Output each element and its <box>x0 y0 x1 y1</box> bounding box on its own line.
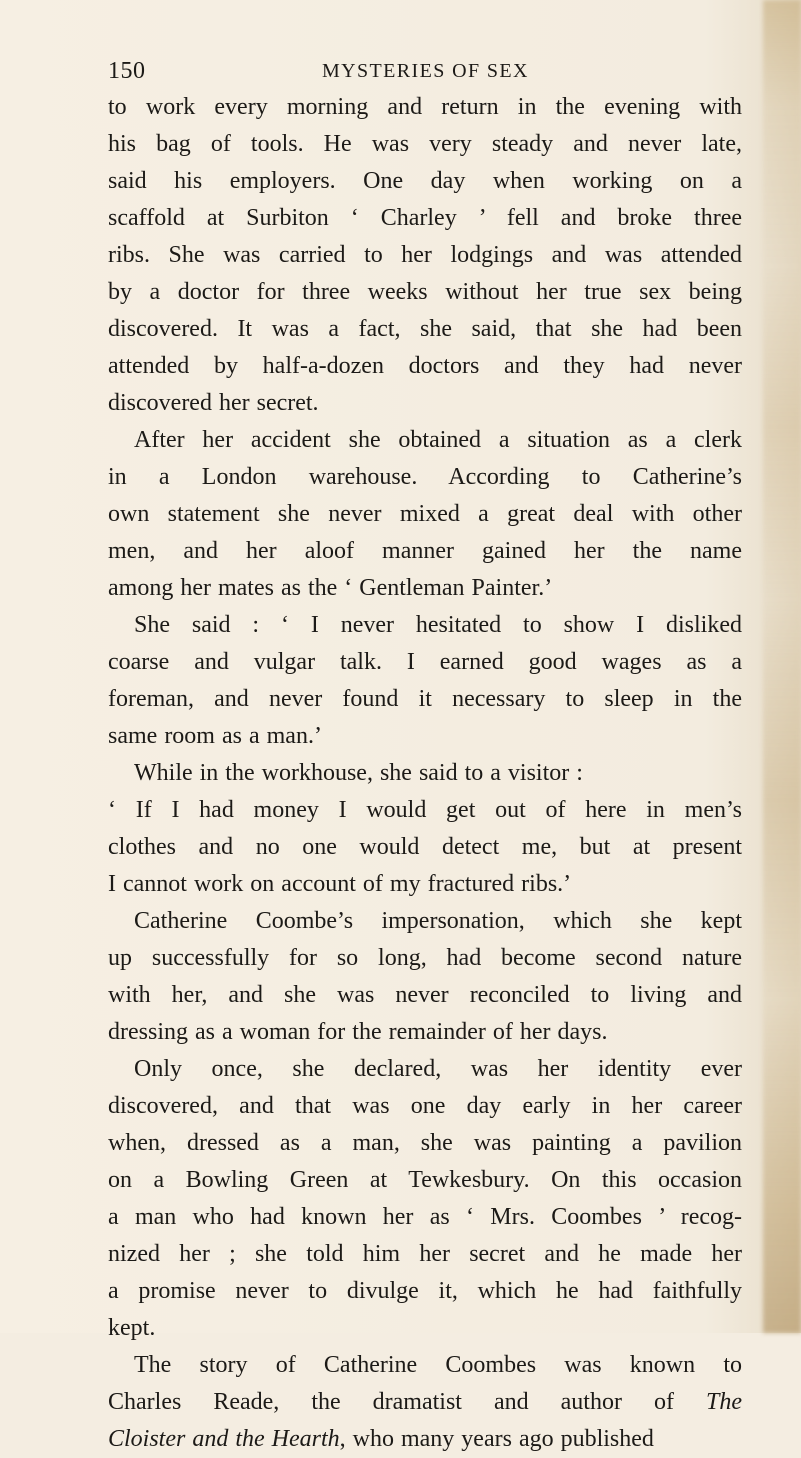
text-line: ribs. She was carried to her lodgings and was attended <box>108 242 742 268</box>
text-line: discovered, and that was one day early in her career <box>108 1093 742 1119</box>
text-line: said his employers. One day when working on a <box>108 168 742 194</box>
text-line: in a London warehouse. According to Catherine’s <box>108 464 742 490</box>
text-line: nized her ; she told him her secret and he made her <box>108 1241 742 1267</box>
text-line <box>108 1421 742 1458</box>
text-line: I cannot work on account of my fractured ribs.’ <box>108 871 572 897</box>
page-edge-stain <box>763 0 801 1333</box>
text-line <box>108 1384 742 1421</box>
text-line: attended by half-a-dozen doctors and they had never <box>108 353 742 379</box>
text-line: with her, and she was never reconciled to living and <box>108 982 742 1008</box>
text-line: While in the workhouse, she said to a visitor : <box>134 760 583 786</box>
text-line: Only once, she declared, was her identity ever <box>134 1056 742 1082</box>
text-line: She said : ‘ I never hesitated to show I disliked <box>134 612 742 638</box>
text-line: scaffold at Surbiton ‘ Charley ’ fell and broke three <box>108 205 742 231</box>
text-line: discovered her secret. <box>108 390 319 416</box>
text-line: Catherine Coombe’s impersonation, which she kept <box>134 908 742 934</box>
text-line: The story of Catherine Coombes was known to <box>134 1352 742 1378</box>
text-line: on a Bowling Green at Tewkesbury. On this occasion <box>108 1167 742 1193</box>
text-line: clothes and no one would detect me, but at present <box>108 834 742 860</box>
text-line: a man who had known her as ‘ Mrs. Coombes ’ recog- <box>108 1204 742 1230</box>
italic-title: The <box>706 1389 743 1415</box>
text-line: ‘ If I had money I would get out of here in men’s <box>108 797 742 823</box>
text-line: kept. <box>108 1315 156 1341</box>
text-segment: , who many years ago published <box>339 1426 654 1452</box>
text-line: to work every morning and return in the evening with <box>108 94 742 120</box>
text-line: foreman, and never found it necessary to sleep in the <box>108 686 742 712</box>
page-header <box>108 58 742 88</box>
text-line: men, and her aloof manner gained her the name <box>108 538 742 564</box>
text-line: among her mates as the ‘ Gentleman Painter.’ <box>108 575 553 601</box>
page-number: 150 <box>108 58 146 84</box>
text-line: his bag of tools. He was very steady and never late, <box>108 131 742 157</box>
running-title: MYSTERIES OF SEX <box>322 60 529 82</box>
text-line: discovered. It was a fact, she said, that she had been <box>108 316 742 342</box>
text-line: own statement she never mixed a great deal with other <box>108 501 742 527</box>
italic-title: Cloister and the Hearth <box>108 1426 340 1452</box>
body-text <box>108 89 742 1458</box>
text-line: when, dressed as a man, she was painting a pavilion <box>108 1130 742 1156</box>
text-line: up successfully for so long, had become second nature <box>108 945 742 971</box>
text-line: dressing as a woman for the remainder of her days. <box>108 1019 608 1045</box>
text-line: a promise never to divulge it, which he had faithfully <box>108 1278 742 1304</box>
text-line: After her accident she obtained a situation as a clerk <box>134 427 742 453</box>
text-line: coarse and vulgar talk. I earned good wages as a <box>108 649 742 675</box>
text-line: same room as a man.’ <box>108 723 322 749</box>
text-segment: Charles Reade, the dramatist and author of <box>108 1389 674 1415</box>
text-line: by a doctor for three weeks without her true sex being <box>108 279 742 305</box>
